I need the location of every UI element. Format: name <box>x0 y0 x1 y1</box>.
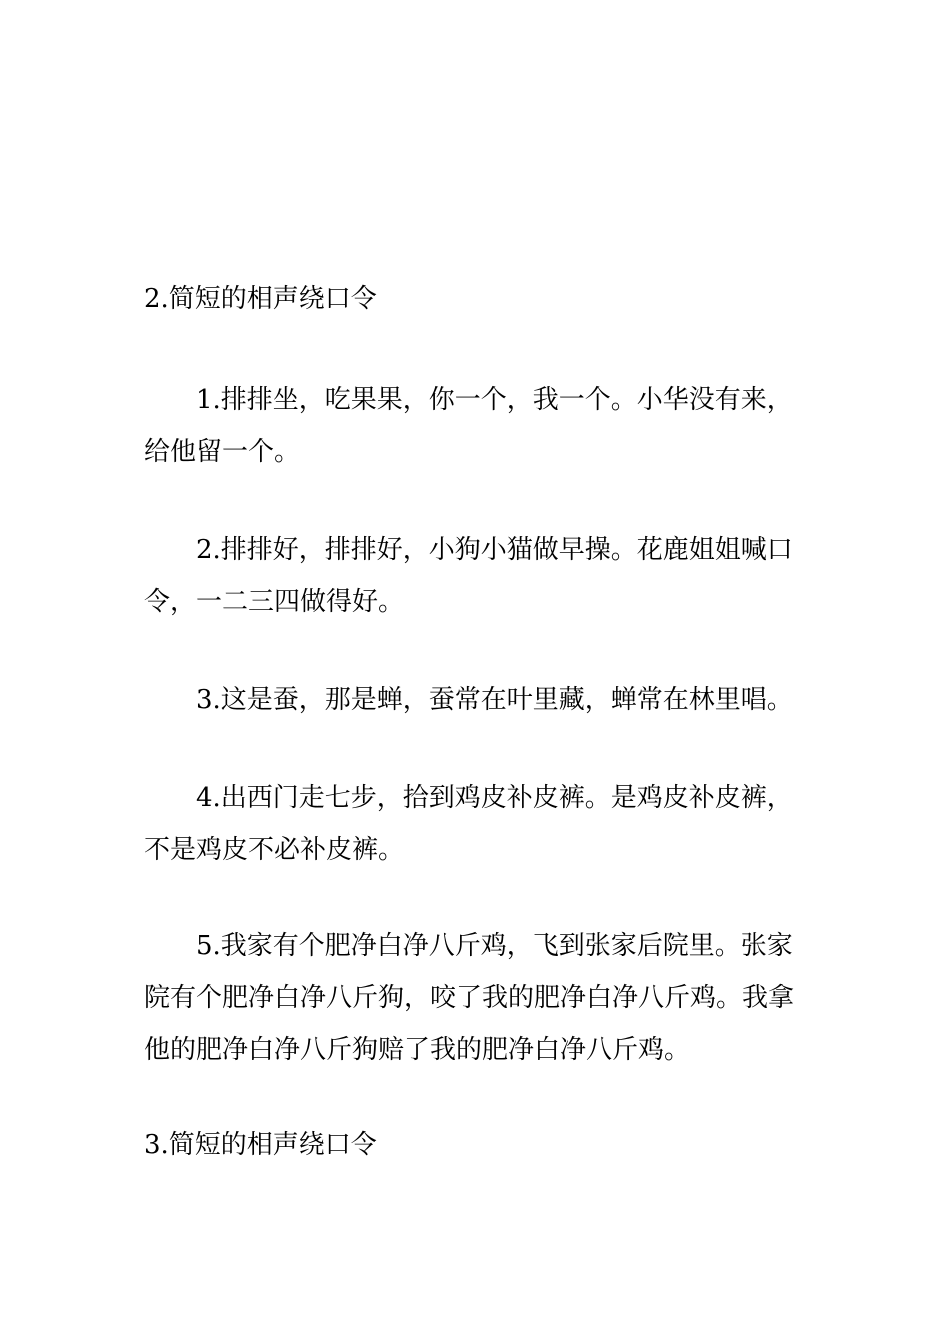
section-heading-2: 2.简短的相声绕口令 <box>144 284 377 314</box>
tongue-twister-item-3: 3.这是蚕，那是蝉，蚕常在叶里藏，蝉常在林里唱。 <box>196 685 793 715</box>
tongue-twister-item-5: 5.我家有个肥净白净八斤鸡，飞到张家后院里。张家院有个肥净白净八斤狗，咬了我的肥净白净八斤鸡。我拿他的肥净白净八斤狗赔了我的肥净白净八斤鸡。 <box>144 931 795 1065</box>
tongue-twister-item-4: 4.出西门走七步，拾到鸡皮补皮裤。是鸡皮补皮裤，不是鸡皮不必补皮裤。 <box>144 783 793 865</box>
section-heading-3: 3.简短的相声绕口令 <box>144 1130 377 1160</box>
tongue-twister-item-2: 2.排排好，排排好，小狗小猫做早操。花鹿姐姐喊口令，一二三四做得好。 <box>144 535 793 617</box>
tongue-twister-item-1: 1.排排坐，吃果果，你一个，我一个。小华没有来，给他留一个。 <box>144 385 793 467</box>
